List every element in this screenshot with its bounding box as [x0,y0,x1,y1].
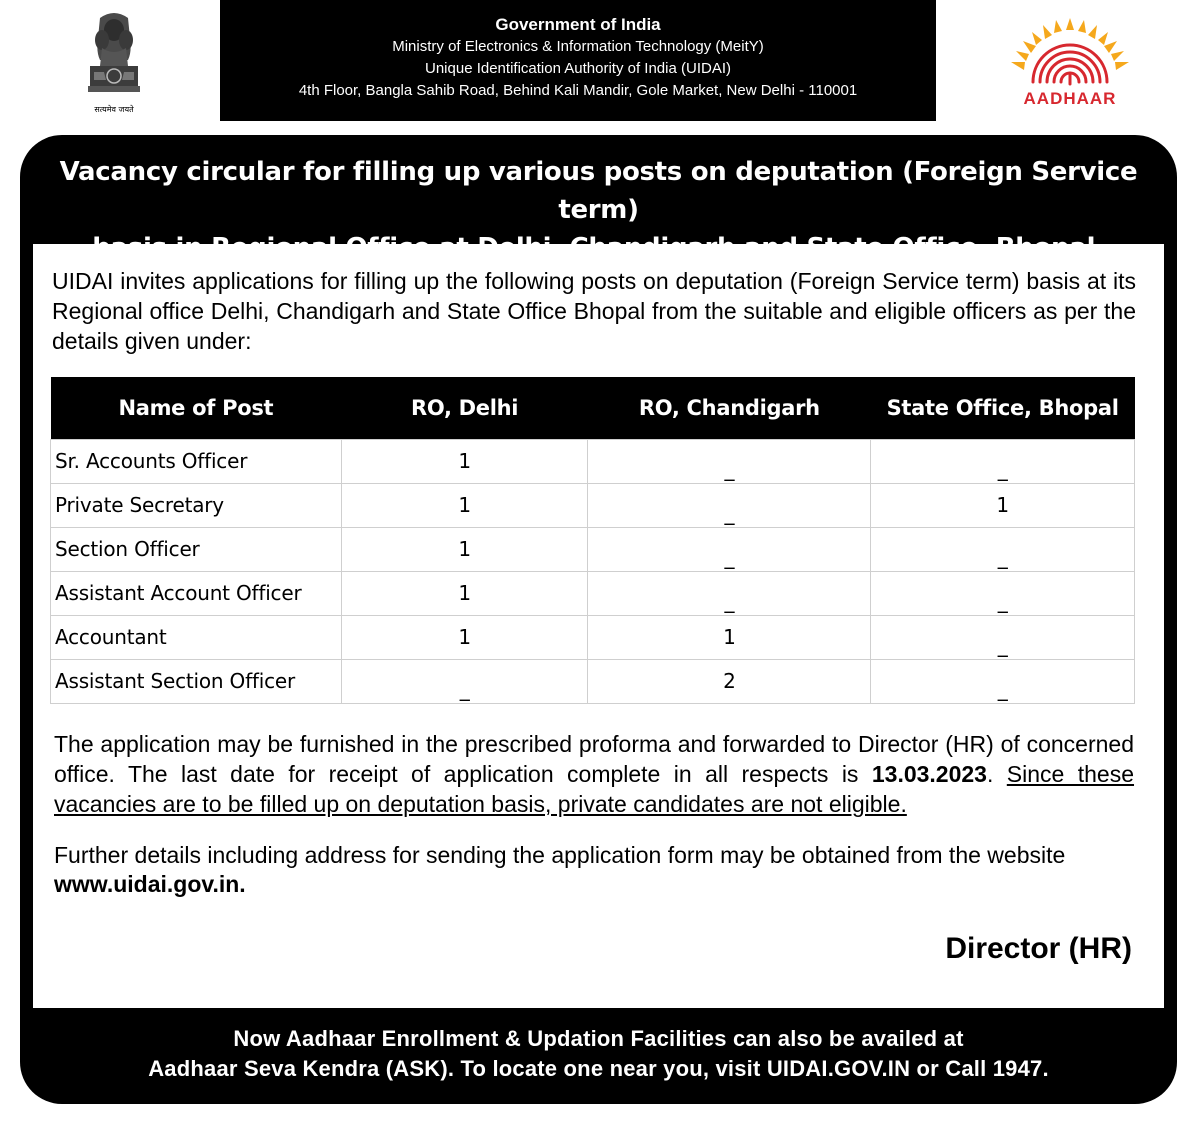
header-ministry: Ministry of Electronics & Information Technology (MeitY) [392,38,764,55]
delhi-cell: _ [341,659,588,703]
application-paragraph [54,729,1134,819]
table-header-row [51,377,1135,439]
post-name-cell: Section Officer [51,527,342,571]
column-header: State Office, Bhopal [871,377,1135,439]
bhopal-cell: _ [871,615,1135,659]
national-emblem-icon [76,8,152,120]
post-name-cell: Private Secretary [51,483,342,527]
footer-line-2: Aadhaar Seva Kendra (ASK). To locate one near you, visit UIDAI.GOV.IN or Call 1947. [148,1056,1049,1081]
vacancy-table [50,377,1135,704]
bhopal-cell: _ [871,439,1135,483]
signature-director: Director (HR) [945,932,1132,965]
intro-paragraph: UIDAI invites applications for filling up the following posts on deputation (Foreign Service term) basis at its Regional office Delhi, Chandigarh and State Office Bhopal from the suitable and eligible officers as per the details given under: [52,268,1136,354]
chandigarh-cell: _ [588,483,871,527]
table-row [51,439,1135,483]
delhi-cell: 1 [341,571,588,615]
bhopal-cell: _ [871,527,1135,571]
table-row [51,527,1135,571]
table-row [51,571,1135,615]
bhopal-cell: 1 [871,483,1135,527]
website-link[interactable]: www.uidai.gov.in. [54,871,246,897]
bhopal-cell: _ [871,659,1135,703]
delhi-cell: 1 [341,615,588,659]
post-name-cell: Sr. Accounts Officer [51,439,342,483]
footer-notice [20,1024,1177,1084]
title-line-1: Vacancy circular for filling up various posts on deputation (Foreign Service term) [59,157,1138,225]
delhi-cell: 1 [341,439,588,483]
post-name-cell: Assistant Account Officer [51,571,342,615]
column-header: Name of Post [51,377,342,439]
header-authority: Unique Identification Authority of India (UIDAI) [425,60,731,77]
delhi-cell: 1 [341,527,588,571]
bhopal-cell: _ [871,571,1135,615]
chandigarh-cell: _ [588,527,871,571]
further-text: Further details including address for sending the application form may be obtained from the website [54,842,1066,868]
column-header: RO, Chandigarh [588,377,871,439]
post-name-cell: Assistant Section Officer [51,659,342,703]
table-row [51,483,1135,527]
application-text: The application may be furnished in the prescribed proforma and forwarded to Director (HR) of concerned office. The last date for receipt of application complete in all respects is [54,731,1134,787]
chandigarh-cell: _ [588,571,871,615]
table-row [51,659,1135,703]
header-address: 4th Floor, Bangla Sahib Road, Behind Kali Mandir, Gole Market, New Delhi - 110001 [298,82,858,99]
chandigarh-cell: 1 [588,615,871,659]
emblem-caption: सत्यमेव जयते [94,105,134,114]
table-row [51,615,1135,659]
chandigarh-cell: _ [588,439,871,483]
chandigarh-cell: 2 [588,659,871,703]
post-name-cell: Accountant [51,615,342,659]
aadhaar-logo-text: AADHAAR [1023,89,1117,108]
header-org: Government of India [495,15,661,34]
column-header: RO, Delhi [341,377,588,439]
eligibility-note: Since these vacancies are to be filled up on deputation basis, private candidates are not eligible. [54,761,1135,817]
footer-line-1: Now Aadhaar Enrollment & Updation Facilities can also be availed at [233,1026,964,1051]
header-panel [220,0,936,121]
last-date: 13.03.2023 [871,761,987,787]
delhi-cell: 1 [341,483,588,527]
application-text-end: . [986,761,994,787]
aadhaar-logo-icon [1003,16,1137,112]
further-details-paragraph [54,841,1134,899]
